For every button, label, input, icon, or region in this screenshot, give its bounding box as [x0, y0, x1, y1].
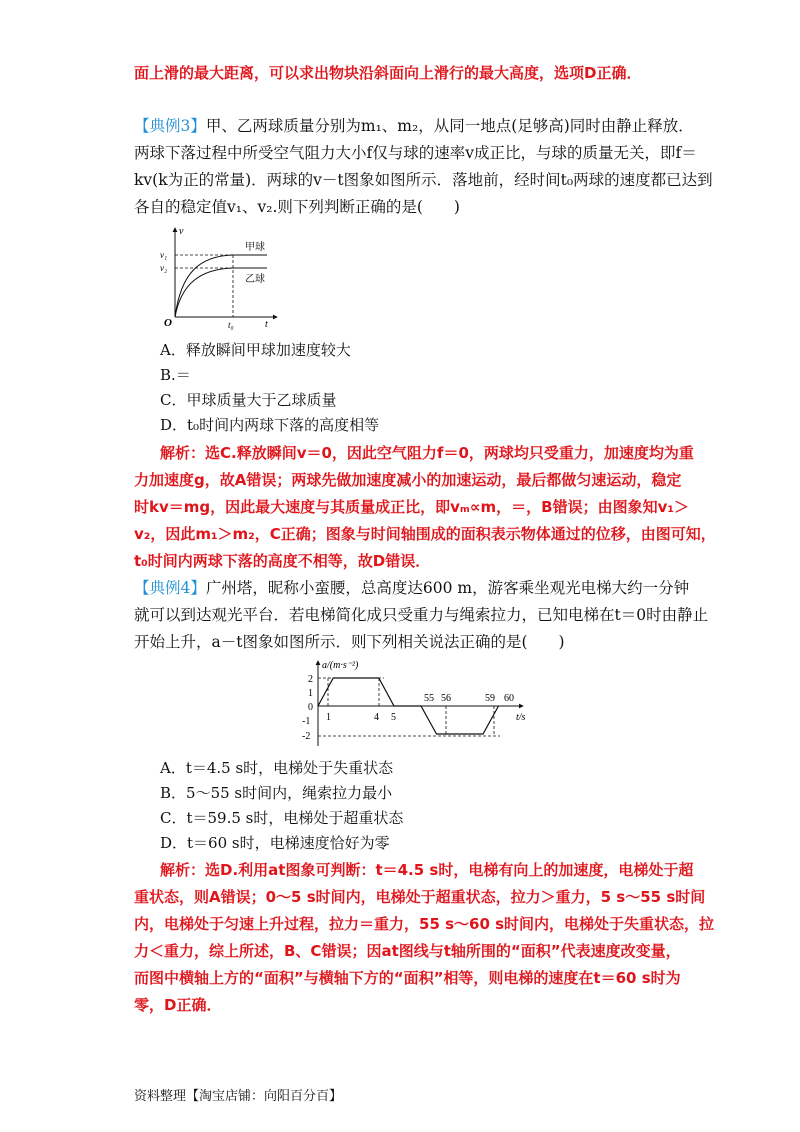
at-ytick-neg1: -1: [302, 716, 311, 727]
example3-analysis-3: 时kv＝mg，因此最大速度与其质量成正比，即vₘ∝m，＝，B错误；由图象知v₁＞: [134, 498, 689, 516]
example4-analysis-6: 零，D正确．: [134, 996, 222, 1014]
previous-answer: 面上滑的最大距离，可以求出物块沿斜面向上滑行的最大高度，选项D正确．: [134, 64, 642, 82]
at-graph: [298, 658, 538, 750]
example4-analysis-3: 内，电梯处于匀速上升过程，拉力＝重力，55 s～60 s时间内，电梯处于失重状态，拉: [134, 915, 715, 933]
at-xtick-56: 56: [441, 693, 451, 704]
example3-option-b: B.＝: [160, 366, 191, 384]
at-xtick-5: 5: [391, 712, 396, 723]
vt-ylabel: v: [179, 226, 184, 237]
example4-line-2: 就可以到达观光平台．若电梯简化成只受重力与绳索拉力，已知电梯在t＝0时由静止: [134, 606, 709, 624]
example3-analysis-5: t₀时间内两球下落的高度不相等，故D错误．: [134, 552, 431, 570]
example3-option-c: C．甲球质量大于乙球质量: [160, 391, 337, 409]
footer: 资料整理【淘宝店铺：向阳百分百】: [134, 1089, 343, 1104]
example4-analysis-2: 重状态，则A错误；0～5 s时间内，电梯处于超重状态，拉力＞重力，5 s～55 s时间: [134, 888, 706, 906]
at-xtick-55: 55: [424, 693, 434, 704]
at-ytick-1: 1: [308, 688, 313, 699]
example3-option-d: D．t₀时间内两球下落的高度相等: [160, 416, 380, 434]
vt-origin: O: [164, 317, 172, 329]
vt-t0-label: t₀: [228, 320, 234, 330]
example4-option-c: C．t＝59.5 s时，电梯处于超重状态: [160, 809, 404, 827]
vt-curve-yi-label: 乙球: [245, 274, 265, 285]
example3-text-1: 甲、乙两球质量分别为m₁、m₂，从同一地点(足够高)同时由静止释放．: [205, 117, 694, 135]
vt-xlabel: t: [265, 319, 268, 330]
at-xtick-4: 4: [374, 712, 379, 723]
example3-line-4: 各自的稳定值v₁、v₂.则下列判断正确的是( ): [134, 198, 460, 216]
example3-analysis-1: 解析：选C.释放瞬间v＝0，因此空气阻力f＝0，两球均只受重力，加速度均为重: [160, 444, 694, 462]
example3-option-a: A．释放瞬间甲球加速度较大: [160, 341, 351, 359]
example3-line-1: [134, 116, 694, 136]
example4-analysis-4: 力＜重力，综上所述，B、C错误；因at图线与t轴所围的“面积”代表速度改变量，: [134, 942, 681, 960]
example3-analysis-2: 力加速度g，故A错误；两球先做加速度减小的加速运动，最后都做匀速运动，稳定: [134, 471, 682, 489]
at-ytick-0: 0: [308, 702, 313, 713]
example3-line-3: kv(k为正的常量)．两球的v－t图象如图所示．落地前，经时间t₀两球的速度都已达到: [134, 171, 713, 189]
example4-analysis-1: 解析：选D.利用at图象可判断：t＝4.5 s时，电梯有向上的加速度，电梯处于超: [160, 861, 694, 879]
at-xlabel: t/s: [516, 712, 526, 723]
example4-line-3: 开始上升，a－t图象如图所示．则下列相关说法正确的是( ): [134, 633, 565, 651]
example4-analysis-5: 而图中横轴上方的“面积”与横轴下方的“面积”相等，则电梯的速度在t＝60 s时为: [134, 969, 681, 987]
at-ytick-neg2: -2: [302, 731, 311, 742]
at-xtick-59: 59: [485, 693, 495, 704]
example4-option-a: A．t＝4.5 s时，电梯处于失重状态: [160, 759, 394, 777]
vt-v2-label: v₂: [160, 263, 168, 273]
vt-graph: [155, 222, 285, 334]
example3-line-2: 两球下落过程中所受空气阻力大小f仅与球的速率v成正比，与球的质量无关，即f＝: [134, 144, 697, 162]
example4-option-b: B．5～55 s时间内，绳索拉力最小: [160, 784, 393, 802]
example4-tag: 【典例4】: [134, 579, 206, 597]
vt-curve-jia-label: 甲球: [245, 242, 265, 253]
example3-tag: 【典例3】: [134, 117, 206, 135]
example4-text-1: 广州塔，昵称小蛮腰，总高度达600 m，游客乘坐观光电梯大约一分钟: [205, 579, 690, 597]
vt-v1-label: v₁: [160, 250, 168, 260]
at-ytick-2: 2: [308, 674, 313, 685]
example4-line-1: [134, 578, 689, 598]
at-ylabel: a/(m·s⁻²): [322, 660, 359, 671]
example4-option-d: D．t＝60 s时，电梯速度恰好为零: [160, 834, 390, 852]
at-xtick-1: 1: [326, 712, 331, 723]
example3-analysis-4: v₂，因此m₁＞m₂，C正确；图象与时间轴围成的面积表示物体通过的位移，由图可知，: [134, 525, 716, 543]
at-xtick-60: 60: [504, 693, 514, 704]
